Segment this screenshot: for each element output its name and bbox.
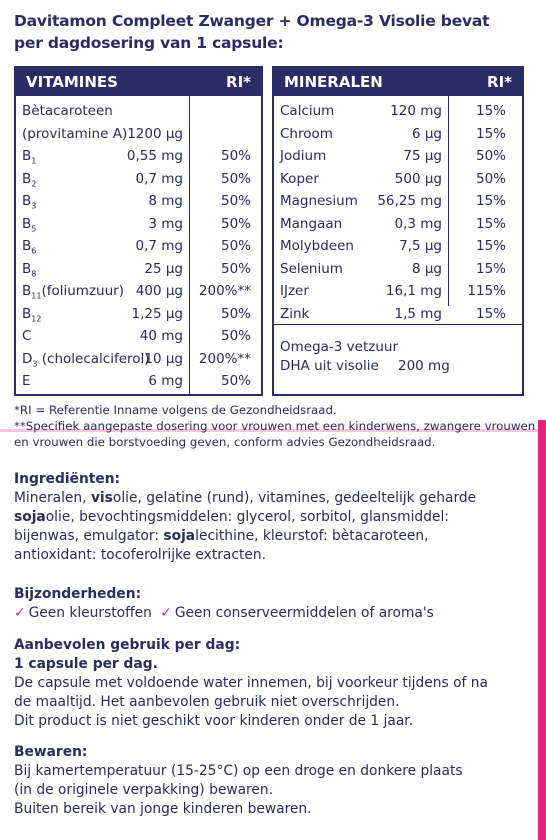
special-item-2: Geen conserveermiddelen of aroma's [174, 605, 434, 621]
nutrient-label: Calcium [280, 103, 335, 119]
mineralen-ri-label: RI* [487, 73, 512, 91]
mineralen-rows [274, 96, 522, 325]
nutrient-amount: 10 µg [144, 350, 183, 367]
usage-line-3: Dit product is niet geschikt voor kinderen onder de 1 jaar. [14, 713, 414, 729]
nutrient-ri: 50% [475, 170, 506, 187]
table-row [274, 235, 522, 258]
ingredients-line-3 [14, 527, 534, 546]
nutrient-label: Mangaan [280, 215, 343, 232]
allergen: soja [163, 528, 196, 544]
nutrient-amount: 56,25 mg [377, 193, 442, 209]
nutrient-label: Chroom [280, 125, 333, 142]
table-row [16, 235, 261, 258]
nutrient-label: B [22, 170, 32, 187]
table-row [16, 190, 261, 213]
vitamines-title: VITAMINES [26, 73, 118, 91]
nutrient-label: Jodium [280, 148, 327, 164]
table-row [16, 303, 261, 326]
nutrient-name [22, 123, 127, 145]
ingredients-line-4: antioxidant: tocoferolrijke extracten. [14, 547, 266, 563]
footnote-specific-1: **Specifiek aangepaste dosering voor vrouwen met een kinderwens, zwangere vrouwen [14, 419, 536, 433]
footnote-specific-2: en vrouwen die borstvoeding geven, conform advies Gezondheidsraad. [14, 435, 436, 449]
table-row [274, 123, 522, 146]
nutrient-name [280, 100, 334, 122]
heading-line-1: Davitamon Compleet Zwanger + Omega-3 Visolie bevat [14, 12, 490, 30]
text: lecithine, kleurstof: bètacaroteen, [195, 528, 429, 544]
text: olie, gelatine (rund), vitamines, gedeeltelijk geharde [112, 490, 477, 506]
usage-line-2: de maaltijd. Het aanbevolen gebruik niet overschrijden. [14, 694, 400, 710]
product-heading [14, 10, 534, 54]
nutrient-amount: 0,3 mg [394, 215, 442, 232]
nutrient-ri: 15% [475, 260, 506, 277]
nutrient-amount: 0,7 mg [135, 238, 183, 254]
nutrient-label: Selenium [280, 260, 343, 277]
footnote-ri: *RI = Referentie Inname volgens de Gezondheidsraad. [14, 403, 337, 417]
vitamines-table-header [16, 68, 261, 96]
storage-section [14, 743, 534, 819]
nutrient-subscript: 3 [31, 201, 37, 211]
nutrient-amount: 400 µg [135, 283, 183, 299]
special-items [14, 604, 534, 623]
table-row [274, 213, 522, 236]
table-row [16, 325, 261, 348]
nutrient-subscript: 6 [31, 246, 37, 256]
nutrient-amount: 16,1 mg [385, 283, 442, 299]
omega-divider [274, 324, 522, 325]
nutrient-amount: 0,55 mg [126, 148, 183, 164]
mineralen-table-header [274, 68, 522, 96]
nutrient-name [280, 145, 326, 167]
ingredients-line-1 [14, 489, 534, 508]
table-row [274, 280, 522, 303]
ingredients-line-2 [14, 508, 534, 527]
nutrient-label: B [22, 283, 32, 299]
usage-section [14, 636, 534, 731]
nutrient-subscript: 3 [32, 359, 38, 369]
table-row [16, 168, 261, 191]
nutrient-amount: 7,5 µg [399, 238, 442, 254]
table-row [16, 348, 261, 371]
nutrient-ri: 50% [220, 238, 251, 254]
nutrient-ri: 115% [467, 283, 506, 299]
nutrient-name [280, 190, 358, 212]
table-row [16, 370, 261, 393]
nutrient-label: E [22, 373, 31, 389]
table-row [274, 100, 522, 123]
pink-side-band [538, 420, 546, 840]
nutrient-name [22, 325, 31, 347]
vitamines-ri-label: RI* [226, 73, 251, 91]
nutrient-amount: 6 mg [148, 373, 183, 389]
nutrient-label: Zink [280, 305, 310, 322]
nutrient-ri: 15% [475, 103, 506, 119]
table-row [274, 258, 522, 281]
nutrient-ri: 15% [475, 238, 506, 254]
nutrient-ri: 15% [475, 193, 506, 209]
special-section [14, 585, 534, 623]
table-row [274, 145, 522, 168]
nutrient-suffix: (foliumzuur) [41, 283, 124, 299]
storage-line-2: (in de originele verpakking) bewaren. [14, 782, 274, 798]
nutrient-label: C [22, 328, 32, 344]
table-row [274, 303, 522, 326]
table-row [16, 213, 261, 236]
nutrient-amount: 0,7 mg [135, 170, 183, 187]
nutrient-ri: 50% [220, 260, 251, 277]
nutrient-ri: 50% [220, 328, 251, 344]
table-row [274, 190, 522, 213]
usage-title: Aanbevolen gebruik per dag: [14, 637, 241, 653]
nutrient-amount: 500 µg [394, 170, 442, 187]
check-icon: ✓ [14, 605, 26, 621]
nutrient-amount: 3 mg [148, 215, 183, 232]
nutrient-subscript: 12 [31, 314, 42, 324]
omega-line-1: Omega-3 vetzuur [280, 339, 399, 355]
nutrient-amount: 6 µg [411, 125, 442, 142]
nutrient-name [280, 258, 343, 280]
table-row [16, 258, 261, 281]
table-row [274, 168, 522, 191]
nutrient-subscript: 2 [31, 179, 37, 189]
nutrient-suffix: (cholecalciferol) [37, 350, 150, 367]
nutrient-name [22, 100, 113, 122]
allergen: soja [14, 509, 46, 525]
nutrient-label: D [22, 350, 33, 367]
vitamines-rows [16, 96, 261, 393]
omega-block [280, 338, 398, 376]
table-row [16, 100, 261, 123]
nutrient-ri: 15% [475, 125, 506, 142]
footnotes [14, 402, 544, 450]
nutrient-amount: 75 µg [403, 148, 442, 164]
nutrient-subscript: 11 [31, 291, 42, 301]
nutrient-name [280, 213, 342, 235]
storage-line-3: Buiten bereik van jonge kinderen bewaren. [14, 801, 312, 817]
nutrient-ri: 15% [475, 305, 506, 322]
vitamines-table [14, 66, 263, 396]
text: Mineralen, [14, 490, 91, 506]
mineralen-title: MINERALEN [284, 73, 383, 91]
nutrient-name [280, 303, 309, 325]
nutrient-name [280, 123, 333, 145]
nutrient-label: B [22, 215, 32, 232]
omega-line-2: DHA uit visolie [280, 358, 379, 374]
nutrient-ri: 50% [220, 373, 251, 389]
nutrient-name [280, 235, 354, 257]
check-icon: ✓ [160, 605, 172, 621]
nutrient-ri: 50% [220, 305, 251, 322]
nutrient-ri: 200%** [198, 283, 251, 299]
storage-title: Bewaren: [14, 744, 88, 760]
usage-dose: 1 capsule per dag. [14, 656, 158, 672]
nutrient-ri: 50% [475, 148, 506, 164]
nutrient-label: B [22, 238, 32, 254]
nutrient-amount: 25 µg [144, 260, 183, 277]
special-item-1: Geen kleurstoffen [28, 605, 152, 621]
nutrient-name [22, 370, 31, 392]
nutrient-label: B [22, 260, 32, 277]
nutrient-amount: 1,25 µg [131, 305, 183, 322]
nutrient-amount: 120 mg [390, 103, 442, 119]
usage-line-1: De capsule met voldoende water innemen, bij voorkeur tijdens of na [14, 675, 488, 691]
nutrient-label: B [22, 305, 32, 322]
allergen: vis [90, 490, 113, 506]
nutrient-label: Koper [280, 170, 319, 187]
nutrient-label: Bètacaroteen [22, 103, 113, 119]
nutrient-name [280, 168, 319, 190]
table-row [16, 145, 261, 168]
storage-line-1: Bij kamertemperatuur (15-25°C) op een droge en donkere plaats [14, 763, 463, 779]
nutrient-ri: 50% [220, 215, 251, 232]
nutrient-label: Molybdeen [280, 238, 354, 254]
nutrient-amount: 1200 µg [127, 125, 183, 142]
nutrient-ri: 50% [220, 148, 251, 164]
nutrient-label: Magnesium [280, 193, 358, 209]
heading-line-2: per dagdosering van 1 capsule: [14, 34, 284, 52]
nutrient-ri: 50% [220, 193, 251, 209]
nutrient-name [280, 280, 309, 302]
nutrient-subscript: 8 [31, 269, 37, 279]
ingredients-section [14, 470, 534, 565]
table-row [16, 123, 261, 146]
text: bijenwas, emulgator: [14, 528, 164, 544]
nutrient-label: (provitamine A) [22, 125, 128, 142]
nutrient-amount: 8 µg [411, 260, 442, 277]
ingredients-title: Ingrediënten: [14, 471, 121, 487]
nutrient-amount: 8 mg [148, 193, 183, 209]
nutrient-amount: 40 mg [139, 328, 183, 344]
nutrient-amount: 1,5 mg [394, 305, 442, 322]
mineralen-table [272, 66, 524, 396]
nutrient-ri: 15% [475, 215, 506, 232]
nutrient-ri: 50% [220, 170, 251, 187]
nutrient-subscript: 5 [31, 224, 37, 234]
nutrient-label: B [22, 148, 32, 164]
omega-amount: 200 mg [398, 358, 450, 374]
nutrient-label: IJzer [280, 283, 309, 299]
nutrient-subscript: 1 [31, 156, 37, 166]
special-title: Bijzonderheden: [14, 586, 142, 602]
nutrient-ri: 200%** [198, 350, 251, 367]
text: olie, bevochtingsmiddelen: glycerol, sorbitol, glansmiddel: [45, 509, 449, 525]
table-row [16, 280, 261, 303]
nutrient-label: B [22, 193, 32, 209]
